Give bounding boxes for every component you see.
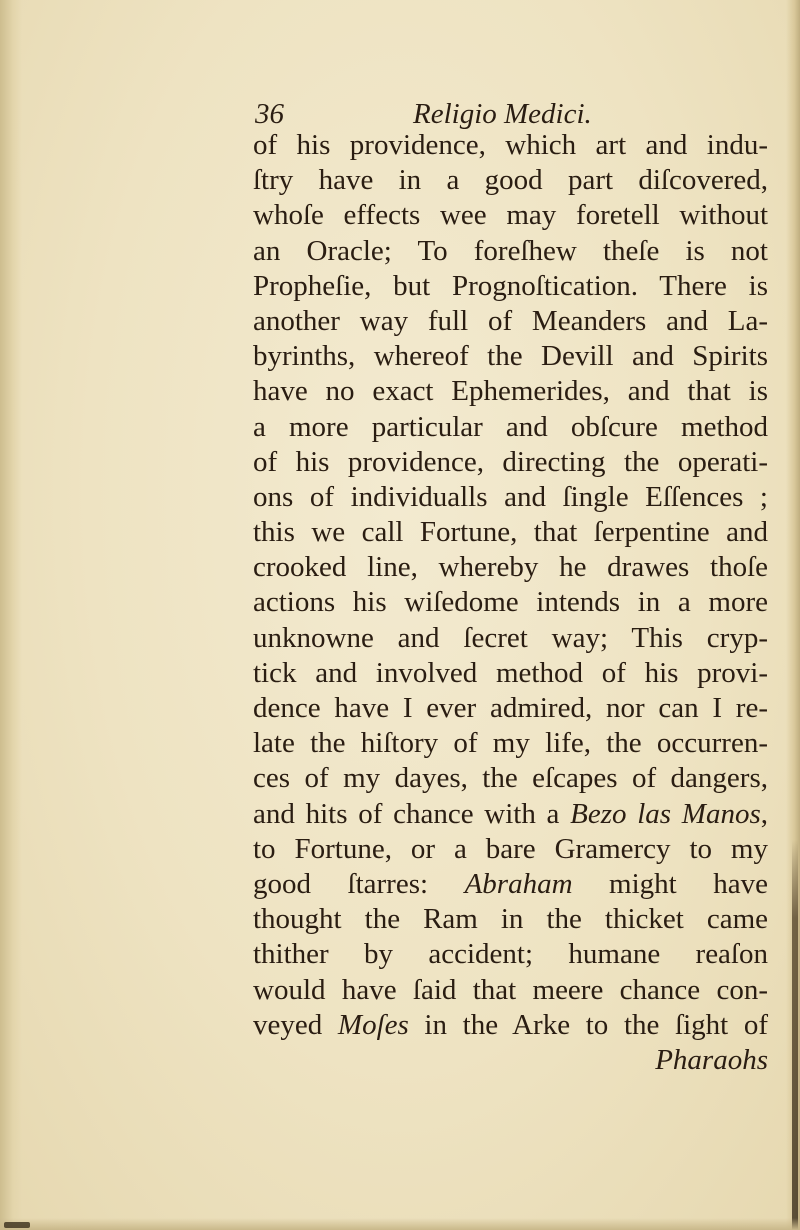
text-line: good ſtarres: Abraham might have (253, 867, 769, 900)
text-line: unknowne and ſecret way; This cryp- (253, 621, 768, 654)
page-number: 36 (255, 98, 284, 130)
text-line: a more particular and obſcure method (253, 410, 768, 443)
text-line: tick and involved method of his provi- (253, 656, 768, 689)
catchword: Pharaohs (655, 1043, 768, 1076)
text-line: late the hiſtory of my life, the occurren- (253, 727, 768, 760)
text-line: thought the Ram in the thicket came (253, 903, 768, 936)
text-line: whoſe effects wee may foretell without (253, 199, 768, 232)
text-line: this we call Fortune, that ſerpentine and (253, 516, 768, 549)
italic-phrase: Bezo las Manos (570, 797, 761, 830)
ink-mark (4, 1222, 30, 1228)
text-line: of his providence, which art and indu- (253, 129, 768, 161)
text-line: crooked line, whereby he drawes thoſe (253, 551, 768, 584)
text-line: ces of my dayes, the eſcapes of dangers, (253, 762, 768, 795)
text-line: would have ſaid that meere chance con- (253, 973, 768, 1006)
text-line: veyed Moſes in the Arke to the ſight of (253, 1008, 769, 1041)
text-line: dence have I ever admired, nor can I re- (253, 692, 768, 724)
running-title: Religio Medici. (413, 98, 592, 130)
italic-name: Moſes (337, 1008, 409, 1041)
text-line: byrinths, whereof the Devill and Spirits (253, 340, 768, 373)
page-header (255, 96, 592, 132)
page-edge-shadow (792, 840, 798, 1230)
text-line: Propheſie, but Prognoſtication. There is (253, 269, 768, 302)
text-line: of his providence, directing the operati- (253, 445, 768, 478)
text-line: and hits of chance with a Bezo las Manos, (253, 797, 768, 830)
gutter-shadow (0, 0, 22, 1230)
body-text (253, 128, 768, 1078)
text-line: an Oracle; To foreſhew theſe is not (253, 234, 768, 267)
text-line: to Fortune, or a bare Gramercy to my (253, 832, 768, 865)
italic-name: Abraham (464, 867, 573, 900)
text-line: another way full of Meanders and La- (253, 304, 768, 337)
bottom-edge (0, 1218, 800, 1230)
text-line: ons of individualls and ſingle Eſſences ; (253, 480, 768, 513)
text-line: ſtry have in a good part diſcovered, (253, 164, 768, 197)
text-line: have no exact Ephemerides, and that is (253, 375, 768, 408)
text-line: thither by accident; humane reaſon (253, 938, 768, 971)
text-line: actions his wiſedome intends in a more (253, 586, 768, 619)
